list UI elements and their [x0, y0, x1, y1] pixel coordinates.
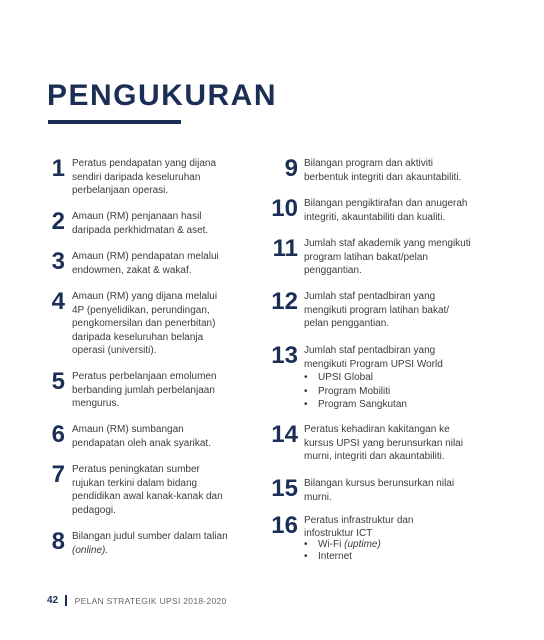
item-number: 4 [51, 288, 65, 315]
bullet-text: Wi-Fi [318, 538, 342, 550]
measure-item-6 [47, 423, 211, 450]
measure-item-11 [268, 237, 471, 278]
item-text [304, 514, 414, 563]
item-line: infostruktur ICT [304, 527, 373, 539]
item-line: operasi (universiti). [72, 345, 157, 357]
item-line: Peratus peningkatan sumber [72, 464, 200, 475]
item-line: Amaun (RM) pendapatan melalui [72, 251, 219, 262]
measure-item-1 [47, 157, 216, 198]
bullet-item [318, 539, 414, 551]
footer-label: PELAN STRATEGIK UPSI 2018-2020 [74, 595, 227, 606]
item-text [304, 477, 454, 504]
item-line: Amaun (RM) sumbangan [72, 424, 184, 435]
item-line: Amaun (RM) yang dijana melalui [72, 291, 218, 302]
item-line: penggantian. [304, 265, 362, 277]
item-line: (online). [72, 544, 109, 556]
item-text [72, 250, 219, 277]
item-line: murni, integriti dan akauntabiliti. [304, 451, 445, 463]
item-number: 8 [51, 528, 65, 555]
measure-item-7 [47, 463, 223, 517]
item-text [72, 290, 217, 358]
item-number: 16 [271, 512, 298, 539]
bullet-item: • UPSI Global [318, 371, 443, 385]
item-line: Bilangan judul sumber dalam talian [72, 531, 228, 542]
item-text [72, 370, 217, 411]
item-number: 2 [51, 208, 65, 235]
item-line: pendapatan oleh anak syarikat. [72, 437, 211, 449]
item-number: 5 [51, 368, 65, 395]
item-text [304, 197, 467, 224]
item-line: berbentuk integriti dan akauntabiliti. [304, 171, 462, 183]
measure-item-15 [268, 477, 454, 504]
bullet-item: • Internet [318, 551, 414, 563]
item-line: daripada perkhidmatan & aset. [72, 224, 209, 236]
item-line: kursus UPSI yang berunsurkan nilai [304, 437, 463, 449]
item-line: pendidikan awal kanak-kanak dan [72, 491, 223, 503]
item-number: 10 [271, 195, 298, 222]
item-number: 13 [271, 342, 298, 369]
item-line: Amaun (RM) penjanaan hasil [72, 211, 202, 222]
page-footer [47, 595, 227, 606]
item-number: 6 [51, 421, 65, 448]
bullet-list [304, 371, 443, 412]
item-line: Jumlah staf akademik yang mengikuti [304, 238, 471, 249]
measure-item-3 [47, 250, 219, 277]
item-line: mengikuti program latihan bakat/ [304, 304, 450, 316]
item-number: 11 [272, 235, 298, 262]
item-number: 1 [51, 155, 65, 182]
measure-item-12 [268, 290, 449, 331]
item-line: endowmen, zakat & wakaf. [72, 264, 192, 276]
bullet-item: • Program Mobiliti [318, 385, 443, 399]
measure-item-5 [47, 370, 217, 411]
item-text [304, 237, 471, 278]
item-line: mengurus. [72, 398, 120, 410]
item-line: rujukan terkini dalam bidang [72, 477, 198, 489]
measure-item-10 [268, 197, 467, 224]
measure-item-16 [268, 514, 414, 563]
item-line: sendiri daripada keseluruhan [72, 171, 201, 183]
item-number: 9 [284, 155, 298, 182]
item-text [72, 210, 208, 237]
item-line: Bilangan program dan aktiviti [304, 158, 433, 169]
page-title: PENGUKURAN [47, 79, 278, 112]
item-line: Bilangan kursus berunsurkan nilai [304, 478, 455, 489]
item-line: murni. [304, 491, 332, 503]
item-text [72, 423, 211, 450]
footer-divider [65, 595, 67, 606]
item-line: Jumlah staf pentadbiran yang [304, 291, 436, 302]
item-text [72, 530, 228, 557]
item-line: Peratus perbelanjaan emolumen [72, 371, 217, 382]
item-line: daripada keseluruhan belanja [72, 331, 204, 343]
item-line: pedagogi. [72, 504, 116, 516]
item-text [304, 290, 449, 331]
bullet-suffix: (uptime) [344, 538, 381, 550]
item-line: program latihan bakat/pelan [304, 251, 428, 263]
title-underline [48, 120, 181, 124]
item-line: mengikuti Program UPSI World [304, 358, 443, 370]
item-text [304, 423, 463, 464]
item-line: Jumlah staf pentadbiran yang [304, 345, 436, 356]
measure-item-2 [47, 210, 208, 237]
measure-item-8 [47, 530, 228, 557]
bullet-item: • Program Sangkutan [318, 398, 443, 412]
item-text [304, 344, 443, 412]
item-text [304, 157, 461, 184]
item-line: Peratus kehadiran kakitangan ke [304, 424, 450, 435]
item-line: Bilangan pengiktirafan dan anugerah [304, 198, 468, 209]
item-line: pengkomersilan dan penerbitan) [72, 318, 216, 330]
bullet-list [304, 539, 414, 563]
item-number: 7 [51, 461, 65, 488]
item-line: integriti, akauntabiliti dan kualiti. [304, 211, 446, 223]
item-line: Peratus pendapatan yang dijana [72, 158, 217, 169]
measure-item-4 [47, 290, 217, 358]
item-text [72, 157, 216, 198]
item-number: 3 [51, 248, 65, 275]
item-number: 14 [271, 421, 298, 448]
item-line: 4P (penyelidikan, perundingan, [72, 304, 210, 316]
item-line: berbanding jumlah perbelanjaan [72, 384, 215, 396]
item-line: Peratus infrastruktur dan [304, 515, 414, 526]
item-text [72, 463, 223, 517]
item-number: 15 [271, 475, 298, 502]
measure-item-14 [268, 423, 463, 464]
item-line: perbelanjaan operasi. [72, 185, 169, 197]
item-number: 12 [271, 288, 298, 315]
item-line: pelan penggantian. [304, 318, 390, 330]
measure-item-9 [268, 157, 461, 184]
measure-item-13 [268, 344, 443, 412]
page-number: 42 [47, 595, 59, 606]
